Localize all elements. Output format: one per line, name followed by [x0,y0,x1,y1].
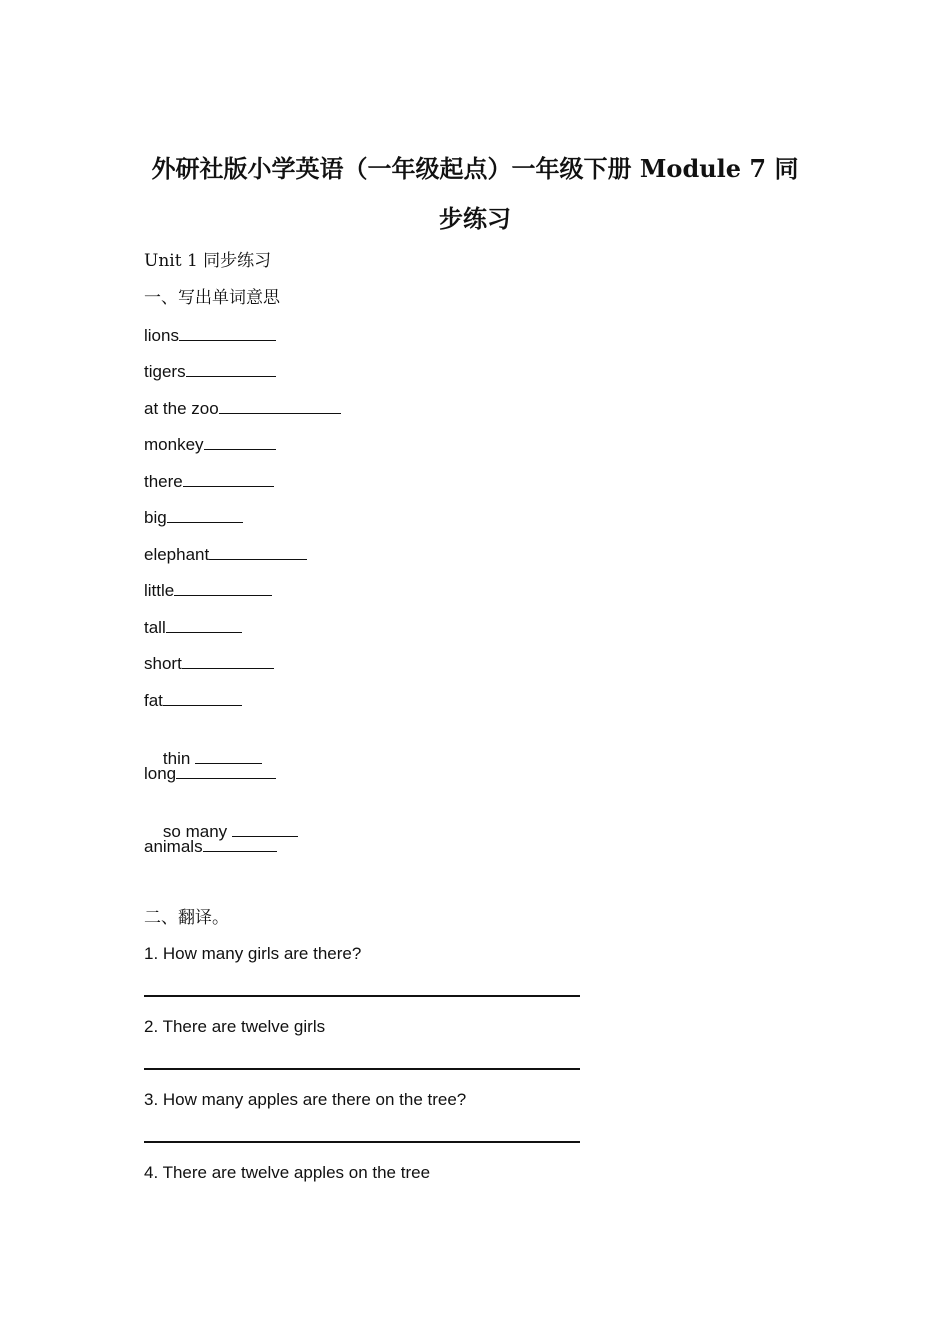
vocab-item [144,542,307,566]
answer-blank[interactable] [163,688,242,706]
vocab-item [144,359,276,383]
answer-blank[interactable] [186,359,276,377]
answer-blank[interactable] [209,542,307,560]
vocab-item [144,761,276,785]
translation-answer-line[interactable] [144,1068,580,1070]
translation-question: 3. How many apples are there on the tree? [144,1090,467,1109]
vocab-word: tigers [144,362,186,381]
answer-blank[interactable] [174,578,272,596]
translation-question: 1. How many girls are there? [144,944,362,963]
section-1-heading: 一、写出单词意思 [144,288,280,308]
vocab-word: thin [162,749,196,768]
answer-blank[interactable] [166,615,242,633]
worksheet-title-line-1: 外研社版小学英语（一年级起点）一年级下册 Module 7 同 [151,154,799,183]
vocab-item [144,469,274,493]
answer-blank[interactable] [219,396,341,414]
answer-blank[interactable] [179,323,276,341]
vocab-word: lions [144,326,179,345]
answer-blank[interactable] [203,834,277,852]
vocab-item [144,323,276,347]
section-2-heading: 二、翻译。 [144,908,229,928]
vocab-item [144,578,272,602]
translation-question: 2. There are twelve girls [144,1017,326,1036]
vocab-word: tall [144,618,166,637]
vocab-item [144,834,277,858]
translation-question: 4. There are twelve apples on the tree [144,1163,431,1182]
translation-answer-line[interactable] [144,995,580,997]
answer-blank[interactable] [204,432,276,450]
vocab-word: short [144,654,182,673]
vocab-item [144,505,243,529]
answer-blank[interactable] [167,505,243,523]
vocab-word: elephant [144,545,210,564]
vocab-word: so many [162,822,232,841]
unit-heading: Unit 1 同步练习 [144,251,272,271]
answer-blank[interactable] [182,651,274,669]
vocab-word: monkey [144,435,204,454]
vocab-word: little [144,581,175,600]
answer-blank[interactable] [176,761,276,779]
vocab-word: at the zoo [144,399,219,418]
vocab-item [144,615,242,639]
translation-answer-line[interactable] [144,1141,580,1143]
vocab-item [144,396,341,420]
vocab-word: fat [144,691,163,710]
vocab-word: there [144,472,183,491]
vocab-word: long [144,764,177,783]
vocab-item [144,688,242,712]
answer-blank[interactable] [183,469,274,487]
worksheet-title-line-2: 步练习 [439,204,511,233]
vocab-word: big [144,508,167,527]
vocab-item [144,651,274,675]
vocab-item [144,432,276,456]
vocab-word: animals [144,837,203,856]
